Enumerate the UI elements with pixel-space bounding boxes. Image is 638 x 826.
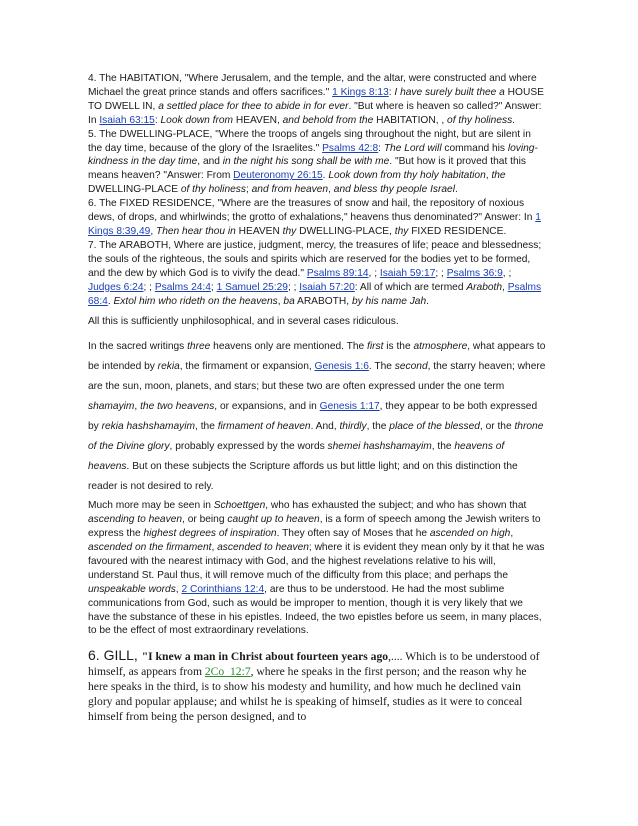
text: , or being (182, 514, 228, 526)
text: , who has exhausted the subject; and who has shown that (265, 500, 527, 512)
scripture-link-psalms-89-14[interactable]: Psalms 89:14 (306, 267, 369, 279)
text: , (134, 401, 141, 413)
text: : (154, 114, 161, 126)
text: ; (245, 184, 252, 196)
italic-text: throne of the Divine glory (88, 421, 544, 453)
italic-text: the two heavens (140, 401, 215, 413)
text: , the (195, 421, 218, 433)
italic-text: shamayim (88, 401, 135, 413)
italic-text: first (367, 341, 384, 353)
text: ; (210, 281, 217, 293)
text: . (512, 114, 516, 126)
text: , and (197, 156, 223, 168)
paragraph-gill (88, 648, 546, 724)
paragraph-dwelling-place (88, 128, 546, 198)
text: , where he speaks in the first person; and the reason why he here speaks in the third, is to show his modesty and humility, and how much he declined vain glory and popular applause; and whilst he is speaking of himself, studies as it were to conceal himself from being the person designed, and to (88, 665, 527, 724)
text: ; ; (287, 281, 300, 293)
scripture-link-isaiah-57-20[interactable]: Isaiah 57:20 (299, 281, 355, 293)
italic-text: and from heaven (251, 184, 329, 196)
text: HABITATION, , (373, 114, 448, 126)
text: , (502, 281, 508, 293)
text: , or the (479, 421, 515, 433)
scripture-link-1-kings-8-39[interactable]: 1 Kings 8:39,49 (88, 212, 541, 237)
text: , the (431, 441, 455, 453)
italic-text: of thy holiness (180, 184, 246, 196)
italic-text: I have surely built thee a (394, 86, 505, 98)
text: HEAVEN (235, 225, 283, 237)
italic-text: caught up to heaven (227, 514, 320, 526)
italic-text: and behold from the (282, 114, 374, 126)
paragraph-habitation (88, 72, 546, 128)
scripture-link-isaiah-63-15[interactable]: Isaiah 63:15 (99, 114, 155, 126)
italic-text: Look down from (160, 114, 233, 126)
text: , probably expressed by the words (169, 441, 328, 453)
italic-text: Look down from thy holy habitation (328, 170, 486, 182)
text: , what appears to be intended by (88, 341, 546, 373)
text: FIXED RESIDENCE. (408, 225, 507, 237)
italic-text: firmament of heaven (217, 421, 311, 433)
italic-text: heavens of heavens (88, 441, 505, 473)
text: In the sacred writings (88, 341, 188, 353)
text: . (107, 295, 114, 307)
italic-text: thirdly (339, 421, 367, 433)
text: 5. The DWELLING-PLACE, "Where the troops of angels sing throughout the night, but are silent in the day time, because of the glory of the Israelites." (88, 128, 531, 154)
italic-text: ascended on the firmament (88, 542, 212, 554)
italic-text: place of the blessed (389, 421, 480, 433)
italic-text: The Lord will (383, 142, 442, 154)
scripture-link-1-kings-8-13[interactable]: 1 Kings 8:13 (332, 86, 389, 98)
text: , (277, 295, 284, 307)
text: , (328, 184, 334, 196)
italic-text: ba (283, 295, 295, 307)
italic-text: ascending to heaven (88, 514, 183, 526)
text: ,.... Which is to be understood of himself, as appears from (88, 650, 540, 679)
italic-text: thy (282, 225, 297, 237)
gill-quote: "I knew a man in Christ about fourteen years ago (141, 650, 389, 664)
text: . "But how is it proved that this means heaven? "Answer: From (88, 156, 526, 182)
text: heavens only are mentioned. The (210, 341, 368, 353)
italic-text: in the night his song shall be with me (222, 156, 390, 168)
italic-text: of thy holiness (447, 114, 513, 126)
text: . And, (310, 421, 340, 433)
scripture-link-psalms-42-8[interactable]: Psalms 42:8 (322, 142, 379, 154)
scripture-link-2-corinthians-12-4[interactable]: 2 Corinthians 12:4 (181, 583, 265, 595)
italic-text: unspeakable words (88, 583, 176, 595)
text: , ; (502, 267, 512, 279)
text: , or expansions, and in (214, 401, 320, 413)
text: , (510, 528, 514, 540)
scripture-link-1-samuel-25-29[interactable]: 1 Samuel 25:29 (216, 281, 288, 293)
text: DWELLING-PLACE, (296, 225, 395, 237)
text: , the starry heaven; where are the sun, moon, planets, and stars; but these two are often expressed under the one term (88, 361, 546, 393)
text: , (211, 542, 218, 554)
scripture-link-judges-6-24[interactable]: Judges 6:24 (88, 281, 144, 293)
text: , the firmament or expansion, (179, 361, 315, 373)
paragraph-sacred-writings (88, 337, 546, 497)
italic-text: Extol him who rideth on the heavens (113, 295, 278, 307)
italic-text: second (394, 361, 428, 373)
text: . (426, 295, 429, 307)
paragraph-araboth (88, 239, 546, 309)
italic-text: by his name Jah (351, 295, 427, 307)
paragraph-unphilosophical: All this is sufficiently unphilosophical, and in several cases ridiculous. (88, 316, 399, 328)
text: : (388, 86, 395, 98)
text: , is a form of speech among the Jewish writers to express the (88, 514, 541, 540)
text: . They often say of Moses that he (276, 528, 430, 540)
text: : (378, 142, 384, 154)
text: , (150, 225, 156, 237)
italic-text: rekia (157, 361, 180, 373)
text: HOUSE TO DWELL IN, (88, 86, 544, 112)
text: HEAVEN, (233, 114, 283, 126)
document-body (88, 72, 546, 724)
scripture-link-deuteronomy-26-15[interactable]: Deuteronomy 26:15 (233, 170, 323, 182)
scripture-link-psalms-36-9[interactable]: Psalms 36:9 (446, 267, 503, 279)
text: . (454, 184, 458, 196)
italic-text: shemei hashshamayim (327, 441, 432, 453)
text: , the (366, 421, 390, 433)
scripture-link-psalms-24-4[interactable]: Psalms 24:4 (154, 281, 211, 293)
text: 7. The ARABOTH, Where are justice, judgment, mercy, the treasures of life; peace and blessedness; the souls of the righteous, the souls and spirits which are reserved for the bodies yet to be formed, and the dew by which God is to vivify the dead." (88, 239, 542, 279)
italic-text: rekia hashshamayim (101, 421, 196, 433)
italic-text: highest degrees of inspiration (143, 528, 277, 540)
paragraph-fixed-residence (88, 197, 546, 239)
text: 6. The FIXED RESIDENCE, "Where are the treasures of snow and hail, the repository of noxious dews, of drops, and whirlwinds; the grotto of exhalations," heavens thus denominated?" Answer: In (88, 198, 536, 224)
text: . The (368, 361, 395, 373)
text: , ; (368, 267, 380, 279)
gill-heading: 6. GILL, (88, 647, 142, 664)
italic-text: loving-kindness in the day time (88, 142, 538, 168)
italic-text: Araboth (466, 281, 503, 293)
text: . But on these subjects the Scripture affords us but little light; and on this distinction the reader is not desired to rely. (88, 461, 518, 493)
italic-text: atmosphere (413, 341, 468, 353)
text: command his (441, 142, 508, 154)
italic-text: ascended to heaven (217, 542, 309, 554)
italic-text: Schoettgen (213, 500, 266, 512)
text: , they appear to be both expressed by (88, 401, 538, 433)
italic-text: and bless thy people Israel (333, 184, 455, 196)
text: DWELLING-PLACE (88, 184, 181, 196)
text: Much more may be seen in (88, 500, 214, 512)
scripture-link-2co-12-7[interactable]: 2Co_12:7 (204, 665, 251, 679)
text: . "But where is heaven so called?" Answer: In (88, 100, 542, 126)
scripture-link-genesis-1-17[interactable]: Genesis 1:17 (319, 401, 380, 413)
italic-text: thy (394, 225, 409, 237)
scripture-link-genesis-1-6[interactable]: Genesis 1:6 (314, 361, 369, 373)
scripture-link-isaiah-59-17[interactable]: Isaiah 59:17 (379, 267, 436, 279)
text: , (485, 170, 492, 182)
text: : All of which are termed (354, 281, 467, 293)
text: 4. The HABITATION, "Where Jerusalem, and the temple, and the altar, were constructed and where Michael the great prince stands and offers sacrifices." (88, 73, 537, 98)
italic-text: Then hear thou in (155, 225, 236, 237)
text: . (322, 170, 329, 182)
text: ; where it is evident they mean only by it that he was favoured with the nearest intimacy with God, and the highest revelations relative to his will, understand St. Paul thus, it will remove much of the difficulty from this place; and perhaps the (88, 542, 545, 581)
paragraph-schoettgen (88, 499, 546, 638)
text: , are thus to be understood. He had the most sublime communications from God, such as would be improper to mention, though it is very likely that we have the substance of these in his epistles. Indeed, the two epistles before us seem, in many places, to be the effect of most extraordinary revelations. (88, 583, 542, 637)
text: ; ; (435, 267, 447, 279)
text: ; ; (143, 281, 155, 293)
italic-text: the (491, 170, 506, 182)
scripture-link-psalms-68-4[interactable]: Psalms 68:4 (88, 281, 542, 307)
italic-text: ascended on high (429, 528, 511, 540)
text: is the (383, 341, 414, 353)
text: ARABOTH, (294, 295, 352, 307)
text: , (175, 583, 182, 595)
italic-text: three (187, 341, 211, 353)
italic-text: a settled place for thee to abide in for ever (158, 100, 349, 112)
